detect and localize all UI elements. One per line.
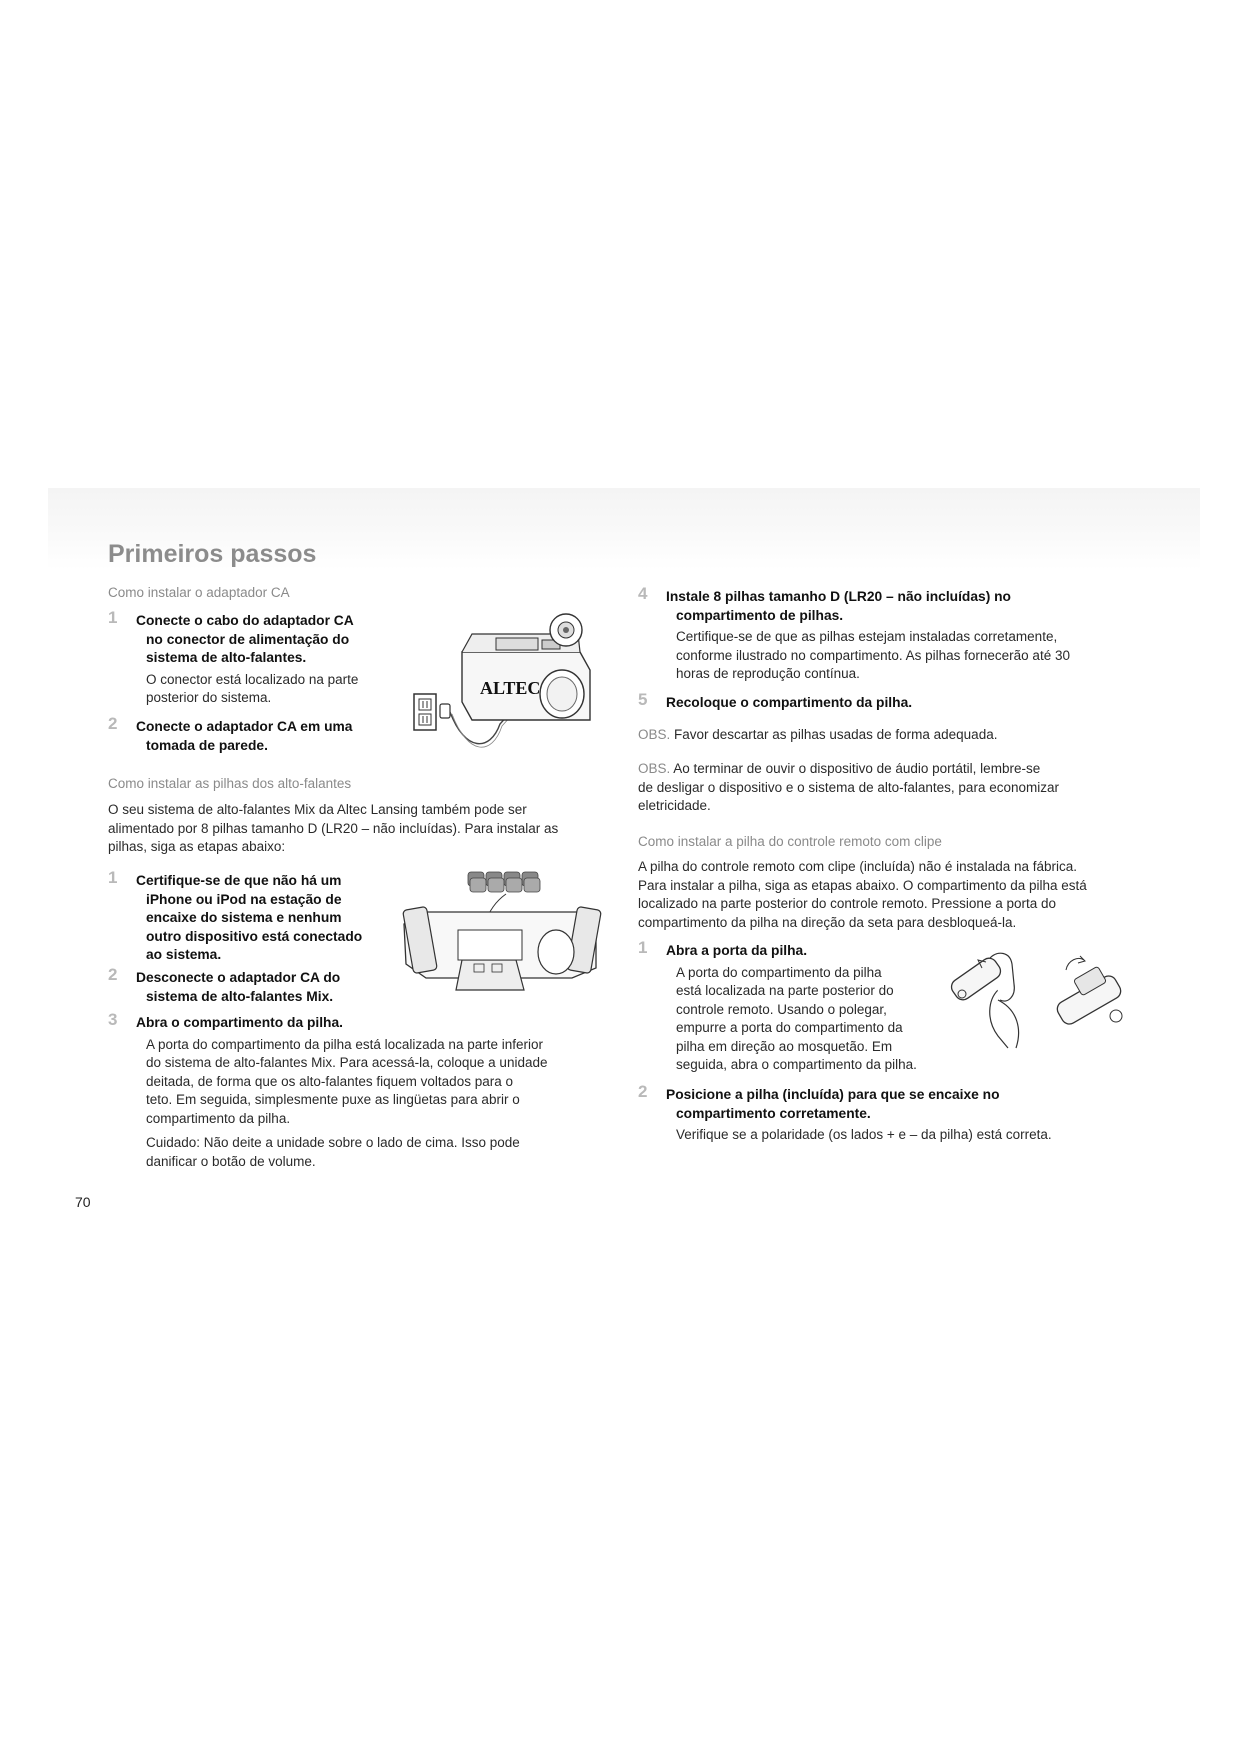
step-title-line: Certifique-se de que não há um — [136, 873, 342, 888]
remote-intro — [638, 858, 1138, 932]
step-title-line: iPhone ou iPod na estação de — [146, 891, 342, 907]
intro-line: Para instalar a pilha, siga as etapas abaixo. O compartimento da pilha está — [638, 877, 1087, 893]
step-body-line: deitada, de forma que os alto-falantes fiquem voltados para o — [146, 1073, 513, 1089]
step-title-line: Posicione a pilha (incluída) para que se encaixe no — [666, 1087, 1000, 1102]
step-body-line: compartimento da pilha. — [146, 1110, 291, 1126]
step-body-line: A porta do compartimento da pilha está localizada na parte inferior — [146, 1036, 543, 1052]
step-body-line: posterior do sistema. — [146, 690, 272, 705]
step-number: 3 — [108, 1010, 118, 1029]
note-power-off — [638, 760, 1138, 816]
step-body-line: Verifique se a polaridade (os lados + e – da pilha) está correta. — [676, 1127, 1052, 1142]
note-dispose — [638, 726, 1138, 745]
step-number: 5 — [638, 690, 648, 709]
step-2-batteries — [136, 969, 396, 1006]
note-label: OBS. — [638, 761, 671, 776]
speaker-ac-illustration — [410, 612, 610, 760]
step-title-line: Instale 8 pilhas tamanho D (LR20 – não incluídas) no — [666, 589, 1011, 604]
step-body-line: pilha em direção ao mosquetão. Em — [676, 1038, 893, 1054]
step-title-line: tomada de parede. — [146, 737, 268, 753]
step-2-remote — [666, 1086, 1136, 1145]
step-3-batteries — [136, 1014, 606, 1171]
step-1-batteries — [136, 872, 396, 965]
intro-line: compartimento da pilha na direção da seta para desbloqueá-la. — [638, 914, 1017, 930]
step-number: 2 — [638, 1082, 648, 1101]
section-heading-ac-adapter: Como instalar o adaptador CA — [108, 585, 290, 600]
section-heading-batteries: Como instalar as pilhas dos alto-falantes — [108, 776, 352, 791]
step-title-line: Abra a porta da pilha. — [666, 943, 808, 958]
step-title-line: compartimento corretamente. — [676, 1105, 871, 1121]
step-5-title: Recoloque o compartimento da pilha. — [666, 695, 913, 710]
step-title-line: outro dispositivo está conectado — [146, 928, 363, 944]
step-title-line: sistema de alto-falantes. — [146, 650, 307, 665]
step-body-line: conforme ilustrado no compartimento. As pilhas fornecerão até 30 — [676, 647, 1070, 663]
intro-line: alimentado por 8 pilhas tamanho D (LR20 – não incluídas). Para instalar as — [108, 820, 559, 836]
step-title-line: Desconecte o adaptador CA do — [136, 970, 341, 985]
intro-line: O seu sistema de alto-falantes Mix da Altec Lansing também pode ser — [108, 802, 527, 817]
step-body-line: O conector está localizado na parte — [146, 671, 359, 687]
step-body-line: controle remoto. Usando o polegar, — [676, 1001, 887, 1017]
note-text: eletricidade. — [638, 798, 711, 813]
note-text: de desligar o dispositivo e o sistema de alto-falantes, para economizar — [638, 779, 1059, 795]
step-title-line: encaixe do sistema e nenhum — [146, 910, 342, 925]
step-4-batteries — [666, 588, 1136, 684]
page-title: Primeiros passos — [108, 540, 317, 568]
caution-line: danificar o botão de volume. — [146, 1153, 316, 1169]
step-title-line: ao sistema. — [146, 947, 222, 962]
step-body-line: A porta do compartimento da pilha — [676, 964, 882, 980]
step-body-line: empurre a porta do compartimento da — [676, 1020, 903, 1035]
step-body-line: está localizada na parte posterior do — [676, 983, 894, 998]
note-text: Favor descartar as pilhas usadas de forma adequada. — [670, 727, 998, 742]
caution-line: Cuidado: Não deite a unidade sobre o lado de cima. Isso pode — [146, 1135, 520, 1150]
step-body-line: do sistema de alto-falantes Mix. Para acessá-la, coloque a unidade — [146, 1055, 548, 1070]
note-text: Ao terminar de ouvir o dispositivo de áudio portátil, lembre-se — [670, 761, 1041, 776]
step-body-line: teto. Em seguida, simplesmente puxe as lingüetas para abrir o — [146, 1092, 520, 1107]
intro-line: localizado na parte posterior do controle remoto. Pressione a porta do — [638, 896, 1056, 911]
step-number: 4 — [638, 584, 648, 603]
step-number: 1 — [638, 938, 648, 957]
step-number: 2 — [108, 965, 118, 984]
section-heading-remote: Como instalar a pilha do controle remoto com clipe — [638, 834, 942, 849]
page-number: 70 — [75, 1194, 91, 1210]
step-1-remote — [666, 942, 966, 1075]
step-title-line: Conecte o cabo do adaptador CA — [136, 613, 354, 628]
remote-battery-illustration — [938, 940, 1138, 1050]
intro-line: pilhas, siga as etapas abaixo: — [108, 839, 286, 854]
intro-line: A pilha do controle remoto com clipe (incluída) não é instalada na fábrica. — [638, 859, 1078, 874]
step-title-line: Abra o compartimento da pilha. — [136, 1015, 343, 1030]
step-title-line: compartimento de pilhas. — [676, 607, 844, 623]
battery-compartment-illustration — [396, 868, 606, 998]
step-body-line: seguida, abra o compartimento da pilha. — [676, 1057, 917, 1072]
altec-logo: ALTEC — [480, 678, 541, 698]
step-title-line: Conecte o adaptador CA em uma — [136, 719, 353, 734]
step-2-ac — [136, 718, 416, 755]
step-1-ac — [136, 612, 416, 708]
step-number: 1 — [108, 608, 118, 627]
step-title-line: sistema de alto-falantes Mix. — [146, 988, 334, 1004]
step-title-line: no conector de alimentação do — [146, 631, 350, 647]
step-number: 2 — [108, 714, 118, 733]
batteries-intro — [108, 801, 608, 857]
note-label: OBS. — [638, 727, 671, 742]
step-body-line: Certifique-se de que as pilhas estejam instaladas corretamente, — [676, 629, 1058, 644]
step-body-line: horas de reprodução contínua. — [676, 666, 860, 681]
step-number: 1 — [108, 868, 118, 887]
